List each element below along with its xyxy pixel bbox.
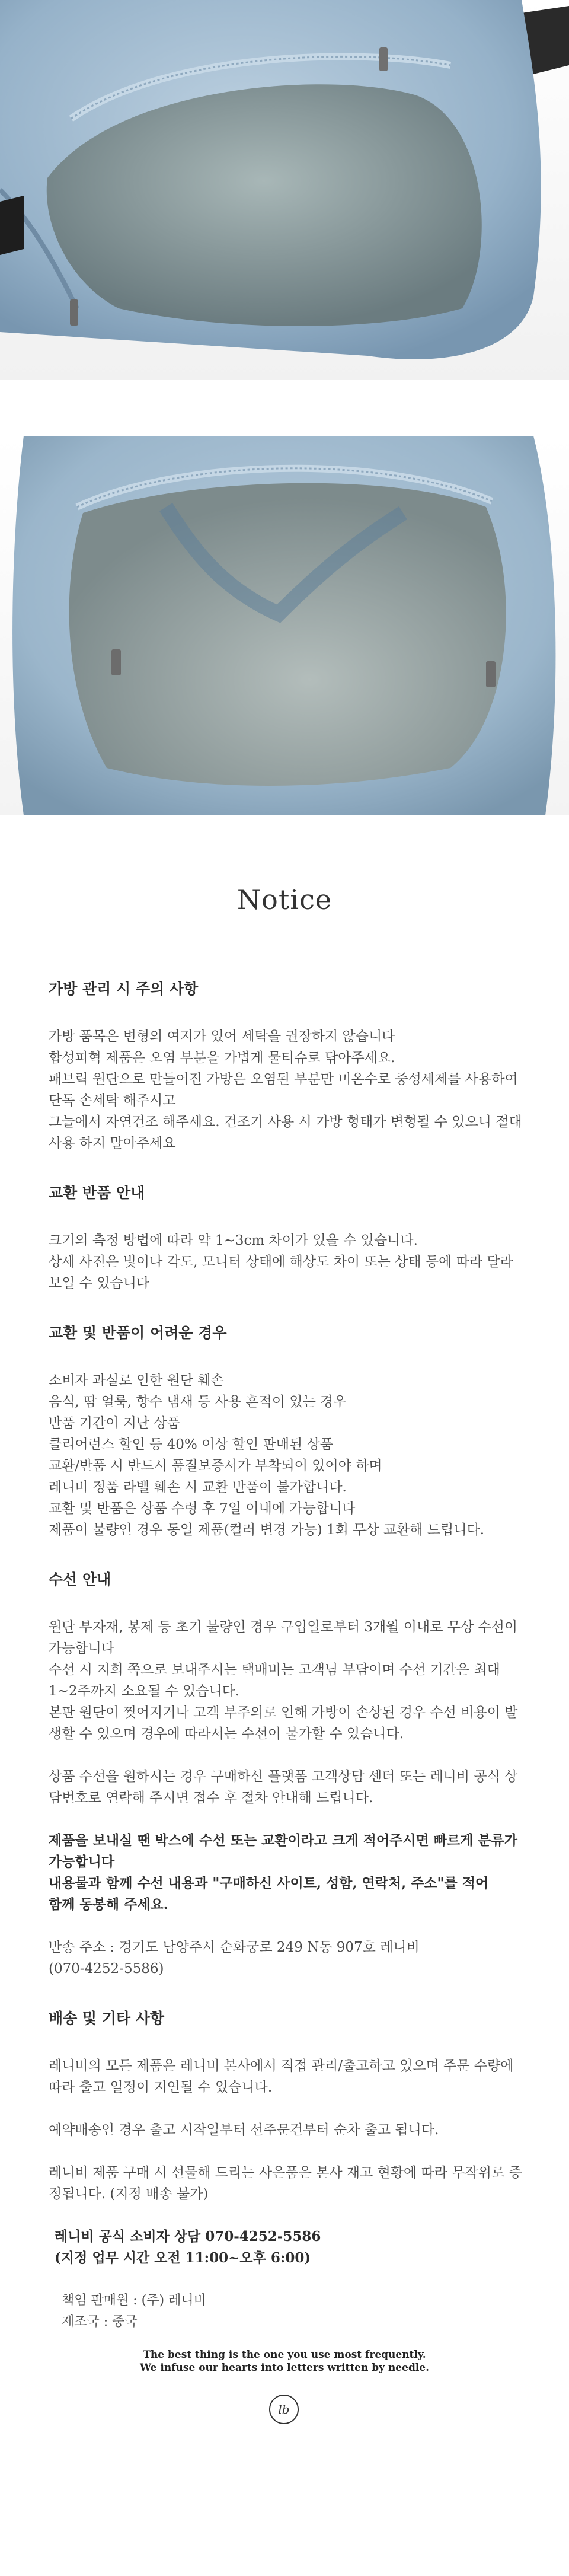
exchange-info-body: 크기의 측정 방법에 따라 약 1~3cm 차이가 있을 수 있습니다. 상세 사진은 빛이나 각도, 모니터 상태에 해상도 차이 또는 상태 등에 따라 달라 보일 수 있습니다	[49, 1233, 513, 1291]
exchange-limits-body: 소비자 과실로 인한 원단 훼손 음식, 땀 얼룩, 향수 냄새 등 사용 흔적이 있는 경우 반품 기간이 지난 상품 클리어런스 할인 등 40% 이상 할인 판매된 상품 교환/반품 시 반드시 품질보증서가 부착되어 있어야 하며 레니비 정품 라벨 훼손 시 교환 반품이 불가합니다. 교환 및 반품은 상품 수령 후 7일 이내에 가능합니다 제품이 불량인 경우 동일 제품(컬러 변경 가능) 1회 무상 교환해 드립니다.	[49, 1373, 485, 1538]
shipping-section-title: 배송 및 기타 사항	[49, 2010, 165, 2027]
seller-info: 책임 판매원 : (주) 레니비 제조국 : 중국	[62, 2293, 206, 2329]
care-section-body: 가방 품목은 변형의 여지가 있어 세탁을 권장하지 않습니다 합성피혁 제품은 오염 부분을 가볍게 물티슈로 닦아주세요. 패브릭 원단으로 만들어진 가방은 오염된 부분만 미온수로 중성세제를 사용하여 단독 손세탁 해주시고 그늘에서 자연건조 해주세요. 건조기 사용 시 가방 형태가 변형될 수 있으니 절대 사용 하지 말아주세요	[49, 1029, 522, 1151]
repair-section-body: 원단 부자재, 봉제 등 초기 불량인 경우 구입일로부터 3개월 이내로 무상 수선이 가능합니다 수선 시 지희 쪽으로 보내주시는 택배비는 고객님 부담이며 수선 기간은 최대 1~2주까지 소요될 수 있습니다. 본판 원단이 찢어지거나 고객 부주의로 인해 가방이 손상된 경우 수선 비용이 발생할 수 있으며 경우에 따라서는 수선이 불가할 수 있습니다.	[49, 1619, 518, 1742]
exchange-info-title: 교환 반품 안내	[49, 1184, 145, 1201]
shipping-body-1: 레니비의 모든 제품은 레니비 본사에서 직접 관리/출고하고 있으며 주문 수량에 따라 출고 일정이 지연될 수 있습니다.	[49, 2058, 514, 2095]
exchange-limits-title: 교환 및 반품이 어려운 경우	[49, 1324, 227, 1341]
product-photo-interior	[0, 436, 569, 815]
care-section-title: 가방 관리 시 주의 사항	[49, 980, 199, 997]
logo-text: lb	[278, 2402, 290, 2416]
product-photo-top	[0, 0, 569, 380]
repair-section-title: 수선 안내	[49, 1571, 111, 1588]
return-address: 반송 주소 : 경기도 남양주시 순화궁로 249 N동 907호 레니비 (070-4252-5586)	[49, 1940, 420, 1976]
brand-logo-icon	[268, 2393, 300, 2425]
repair-contact-body: 상품 수선을 원하시는 경우 구매하신 플랫폼 고객상담 센터 또는 레니비 공식 상담번호로 연락해 주시면 접수 후 절차 안내해 드립니다.	[49, 1769, 518, 1806]
repair-shipping-instructions: 제품을 보내실 땐 박스에 수선 또는 교환이라고 크게 적어주시면 빠르게 분류가 가능합니다 내용물과 함께 수선 내용과 "구매하신 사이트, 성함, 연락처, 주소"를 적어 함께 동봉해 주세요.	[49, 1832, 518, 1912]
notice-heading: Notice	[236, 884, 333, 916]
customer-service-contact: 레니비 공식 소비자 상담 070-4252-5586 (지정 업무 시간 오전 11:00~오후 6:00)	[55, 2229, 321, 2266]
brand-motto: The best thing is the one you use most frequently. We infuse our hearts into letters written by needle.	[139, 2349, 430, 2374]
shipping-body-2: 예약배송인 경우 출고 시작일부터 선주문건부터 순차 출고 됩니다.	[49, 2122, 439, 2138]
notice-content	[49, 978, 523, 2333]
shipping-body-3: 레니비 제품 구매 시 선물해 드리는 사은품은 본사 재고 현황에 따라 무작위로 증정됩니다. (지정 배송 불가)	[49, 2165, 522, 2202]
